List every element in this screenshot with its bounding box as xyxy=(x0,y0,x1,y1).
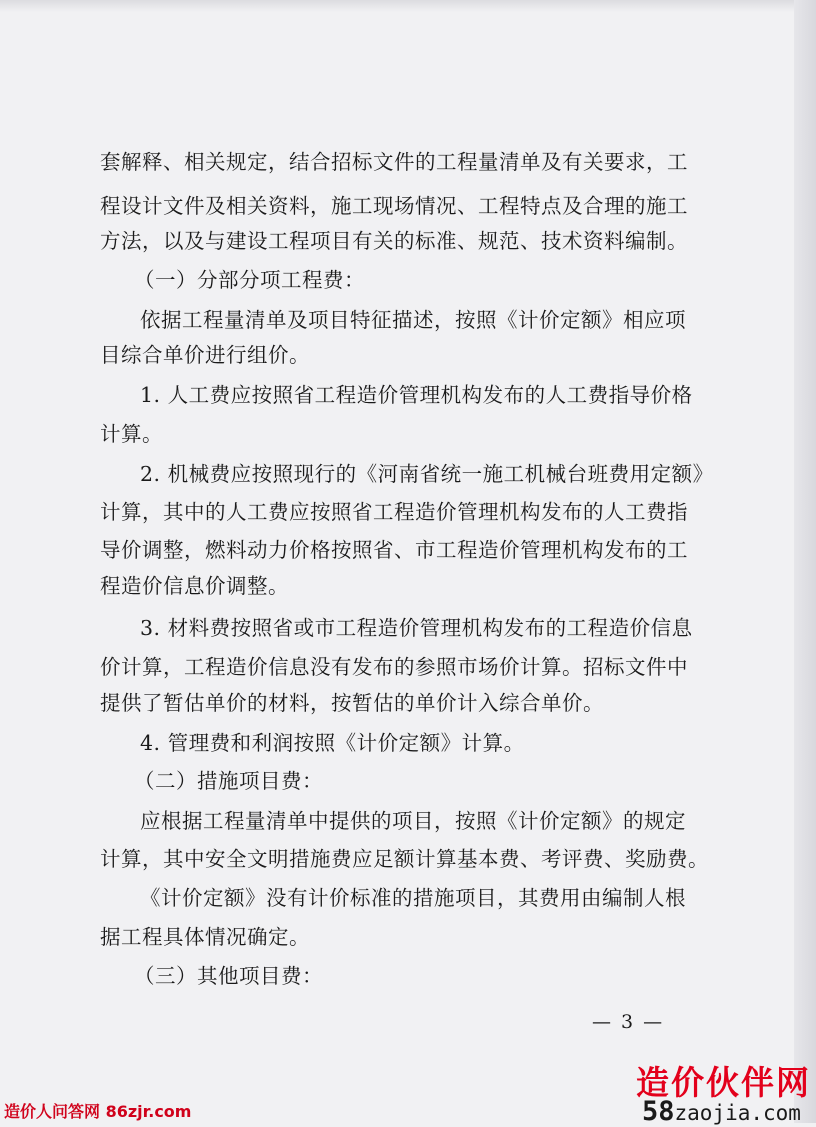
section-heading: （三）其他项目费： xyxy=(134,964,323,988)
text-line: 计算，其中安全文明措施费应足额计算基本费、考评费、奖励费。 xyxy=(100,847,709,871)
watermark-domain-prefix: 58 xyxy=(642,1096,675,1127)
text-line: 依据工程量清单及项目特征描述，按照《计价定额》相应项 xyxy=(140,308,686,332)
watermark-domain xyxy=(642,1096,801,1127)
section-heading: （二）措施项目费： xyxy=(134,769,323,793)
watermark-site-link: 造价人问答网 86zjr.com xyxy=(4,1102,192,1121)
text-line: 方法，以及与建设工程项目有关的标准、规范、技术资料编制。 xyxy=(100,229,688,253)
list-item: 2. 机械费应按照现行的《河南省统一施工机械台班费用定额》 xyxy=(140,462,714,486)
text-line: 程造价信息价调整。 xyxy=(100,574,289,598)
list-item: 1. 人工费应按照省工程造价管理机构发布的人工费指导价格 xyxy=(140,383,693,407)
text-line: 程设计文件及相关资料，施工现场情况、工程特点及合理的施工 xyxy=(100,194,688,218)
text-line: 计算。 xyxy=(100,422,163,446)
text-line: 导价调整，燃料动力价格按照省、市工程造价管理机构发布的工 xyxy=(100,538,688,562)
section-heading: （一）分部分项工程费： xyxy=(134,268,365,292)
text-line: 应根据工程量清单中提供的项目，按照《计价定额》的规定 xyxy=(140,809,686,833)
list-item: 3. 材料费按照省或市工程造价管理机构发布的工程造价信息 xyxy=(140,616,693,640)
watermark-brand: 造价伙伴网 xyxy=(636,1063,811,1102)
text-line: 目综合单价进行组价。 xyxy=(100,343,310,367)
text-line: 据工程具体情况确定。 xyxy=(100,925,310,949)
page-number: — 3 — xyxy=(592,1011,665,1033)
text-line: 价计算，工程造价信息没有发布的参照市场价计算。招标文件中 xyxy=(100,655,688,679)
text-line: 计算，其中的人工费应按照省工程造价管理机构发布的人工费指 xyxy=(100,500,688,524)
text-line: 提供了暂估单价的材料，按暂估的单价计入综合单价。 xyxy=(100,691,604,715)
list-item: 4. 管理费和利润按照《计价定额》计算。 xyxy=(140,731,525,755)
watermark-domain-rest: zaojia.com xyxy=(674,1101,801,1125)
text-line: 套解释、相关规定，结合招标文件的工程量清单及有关要求，工 xyxy=(100,150,688,174)
text-line: 《计价定额》没有计价标准的措施项目，其费用由编制人根 xyxy=(140,886,686,910)
